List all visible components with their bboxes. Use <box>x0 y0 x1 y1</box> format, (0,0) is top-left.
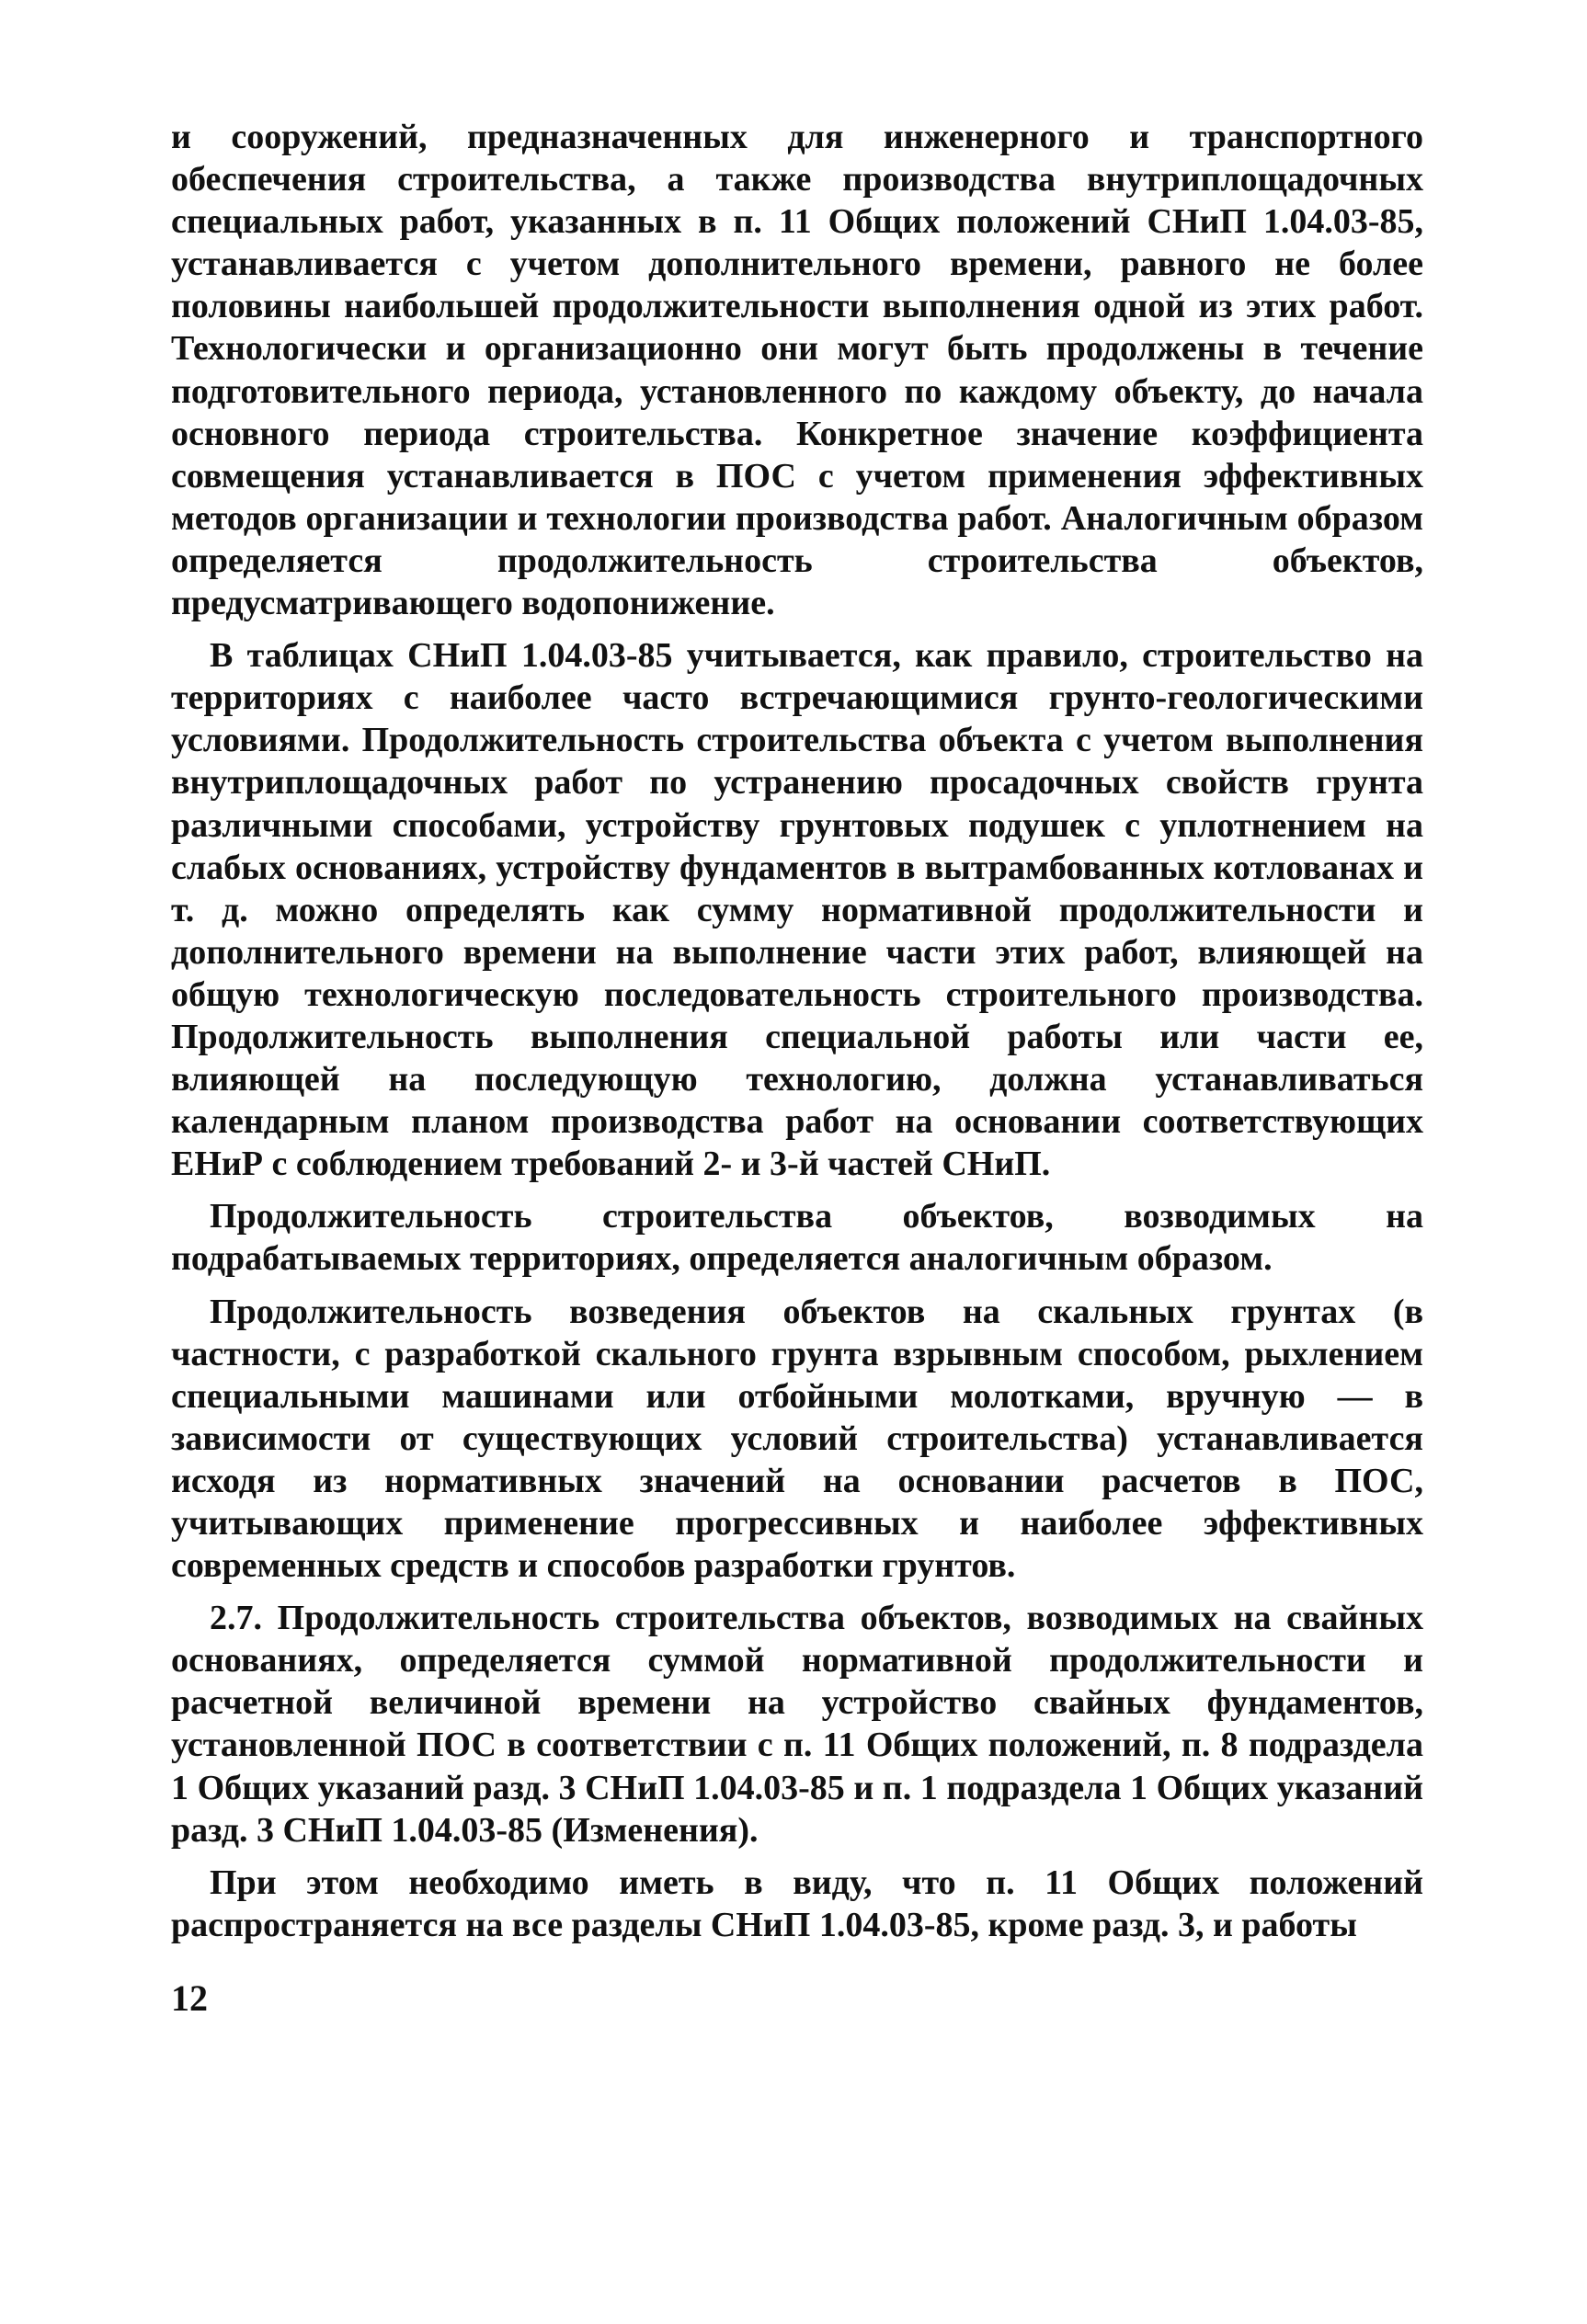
paragraph-4: Продолжительность возведения объектов на скальных грунтах (в частности, с разработкой скального грунта взрывным способом, рыхлением специальными машинами или отбойными молотками, вручную — в зависимости от существующих условий строительства) устанавливается исходя из нормативных значений на основании расчетов в ПОС, учитывающих применение прогрессивных и наиболее эффективных современных средств и способов разработки грунтов. <box>171 1292 1423 1586</box>
paragraph-5-section-2-7: 2.7. Продолжительность строительства объектов, возводимых на свайных основаниях, определяется суммой нормативной продолжительности и расчетной величиной времени на устройство свайных фундаментов, установленной ПОС в соответствии с п. 11 Общих положений, п. 8 подраздела 1 Общих указаний разд. 3 СНиП 1.04.03-85 и п. 1 подраздела 1 Общих указаний разд. 3 СНиП 1.04.03-85 (Изменения). <box>171 1599 1423 1850</box>
body-text <box>171 116 1423 1956</box>
paragraph-3: Продолжительность строительства объектов, возводимых на подрабатываемых территориях, определяется аналогичным образом. <box>171 1197 1423 1279</box>
page-number: 12 <box>171 1977 208 2019</box>
paragraph-2: В таблицах СНиП 1.04.03-85 учитывается, как правило, строительство на территориях с наиболее часто встречающимися грунто-геологическими условиями. Продолжительность строительства объекта с учетом выполнения внутриплощадочных работ по устранению просадочных свойств грунта различными способами, устройству грунтовых подушек с уплотнением на слабых основаниях, устройству фундаментов в вытрамбованных котлованах и т. д. можно определять как сумму нормативной продолжительности и дополнительного времени на выполнение части этих работ, влияющей на общую технологическую последовательность строительного производства. Продолжительность выполнения специальной работы или части ее, влияющей на последующую технологию, должна устанавливаться календарным планом производства работ на основании соответствующих ЕНиР с соблюдением требований 2- и 3-й частей СНиП. <box>171 636 1423 1184</box>
paragraph-6: При этом необходимо иметь в виду, что п. 11 Общих положений распространяется на все разделы СНиП 1.04.03-85, кроме разд. 3, и работы <box>171 1863 1423 1944</box>
paragraph-1: и сооружений, предназначенных для инженерного и транспортного обеспечения строительства, а также производства внутриплощадочных специальных работ, указанных в п. 11 Общих положений СНиП 1.04.03-85, устанавливается с учетом дополнительного времени, равного не более половины наибольшей продолжительности выполнения одной из этих работ. Технологически и организационно они могут быть продолжены в течение подготовительного периода, установленного по каждому объекту, до начала основного периода строительства. Конкретное значение коэффициента совмещения устанавливается в ПОС с учетом применения эффективных методов организации и технологии производства работ. Аналогичным образом определяется продолжительность строительства объектов, предусматривающего водопонижение. <box>171 118 1423 623</box>
